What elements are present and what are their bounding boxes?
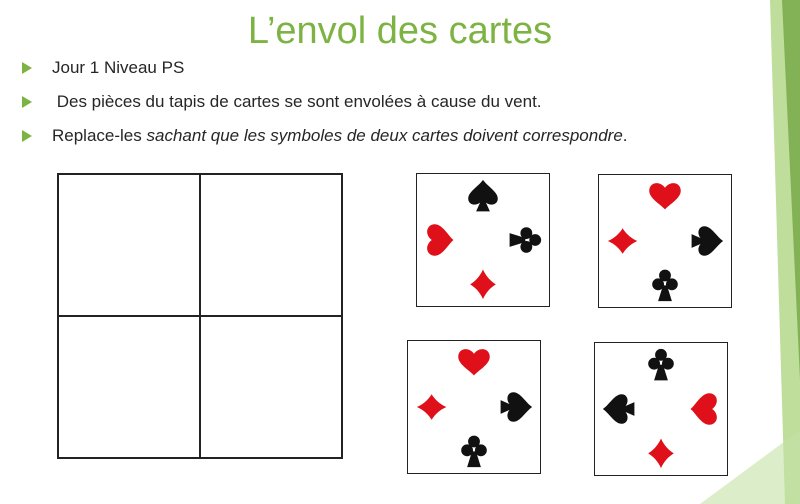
board-cell[interactable] — [200, 174, 342, 316]
instruction-list — [22, 58, 628, 160]
club-icon — [648, 349, 674, 381]
card-board-grid — [57, 173, 343, 459]
board-cell[interactable] — [200, 316, 342, 458]
heart-icon — [691, 393, 717, 425]
heart-icon — [427, 224, 453, 256]
bullet-arrow-icon — [22, 96, 32, 108]
diamond-icon — [470, 270, 496, 300]
bullet-item — [22, 92, 628, 126]
diamond-icon — [417, 394, 447, 420]
club-icon — [461, 436, 487, 468]
card-piece-4[interactable] — [594, 342, 728, 476]
spade-icon — [501, 392, 533, 422]
card-piece-1[interactable] — [416, 173, 550, 307]
diamond-icon — [648, 439, 674, 469]
diamond-icon — [608, 228, 638, 254]
club-icon — [510, 227, 542, 253]
bullet-text-italic: sachant que les symboles de deux cartes doivent correspondre — [146, 126, 623, 145]
bullet-arrow-icon — [22, 62, 32, 74]
bullet-text: Des pièces du tapis de cartes se sont envolées à cause du vent. — [52, 92, 542, 111]
spade-icon — [468, 180, 498, 212]
bullet-arrow-icon — [22, 130, 32, 142]
board-cell[interactable] — [58, 316, 200, 458]
bullet-item — [22, 126, 628, 160]
bullet-text: Jour 1 Niveau PS — [52, 58, 185, 77]
page-title: L’envol des cartes — [247, 10, 553, 52]
heart-icon — [649, 183, 681, 209]
heart-icon — [458, 349, 490, 375]
bullet-item — [22, 58, 628, 92]
spade-icon — [603, 394, 635, 424]
bullet-text-end: . — [622, 126, 628, 145]
spade-icon — [692, 226, 724, 256]
board-cell[interactable] — [58, 174, 200, 316]
club-icon — [652, 270, 678, 302]
card-piece-3[interactable] — [407, 340, 541, 474]
bullet-text-plain: Replace-les — [52, 126, 147, 145]
card-piece-2[interactable] — [598, 174, 732, 308]
